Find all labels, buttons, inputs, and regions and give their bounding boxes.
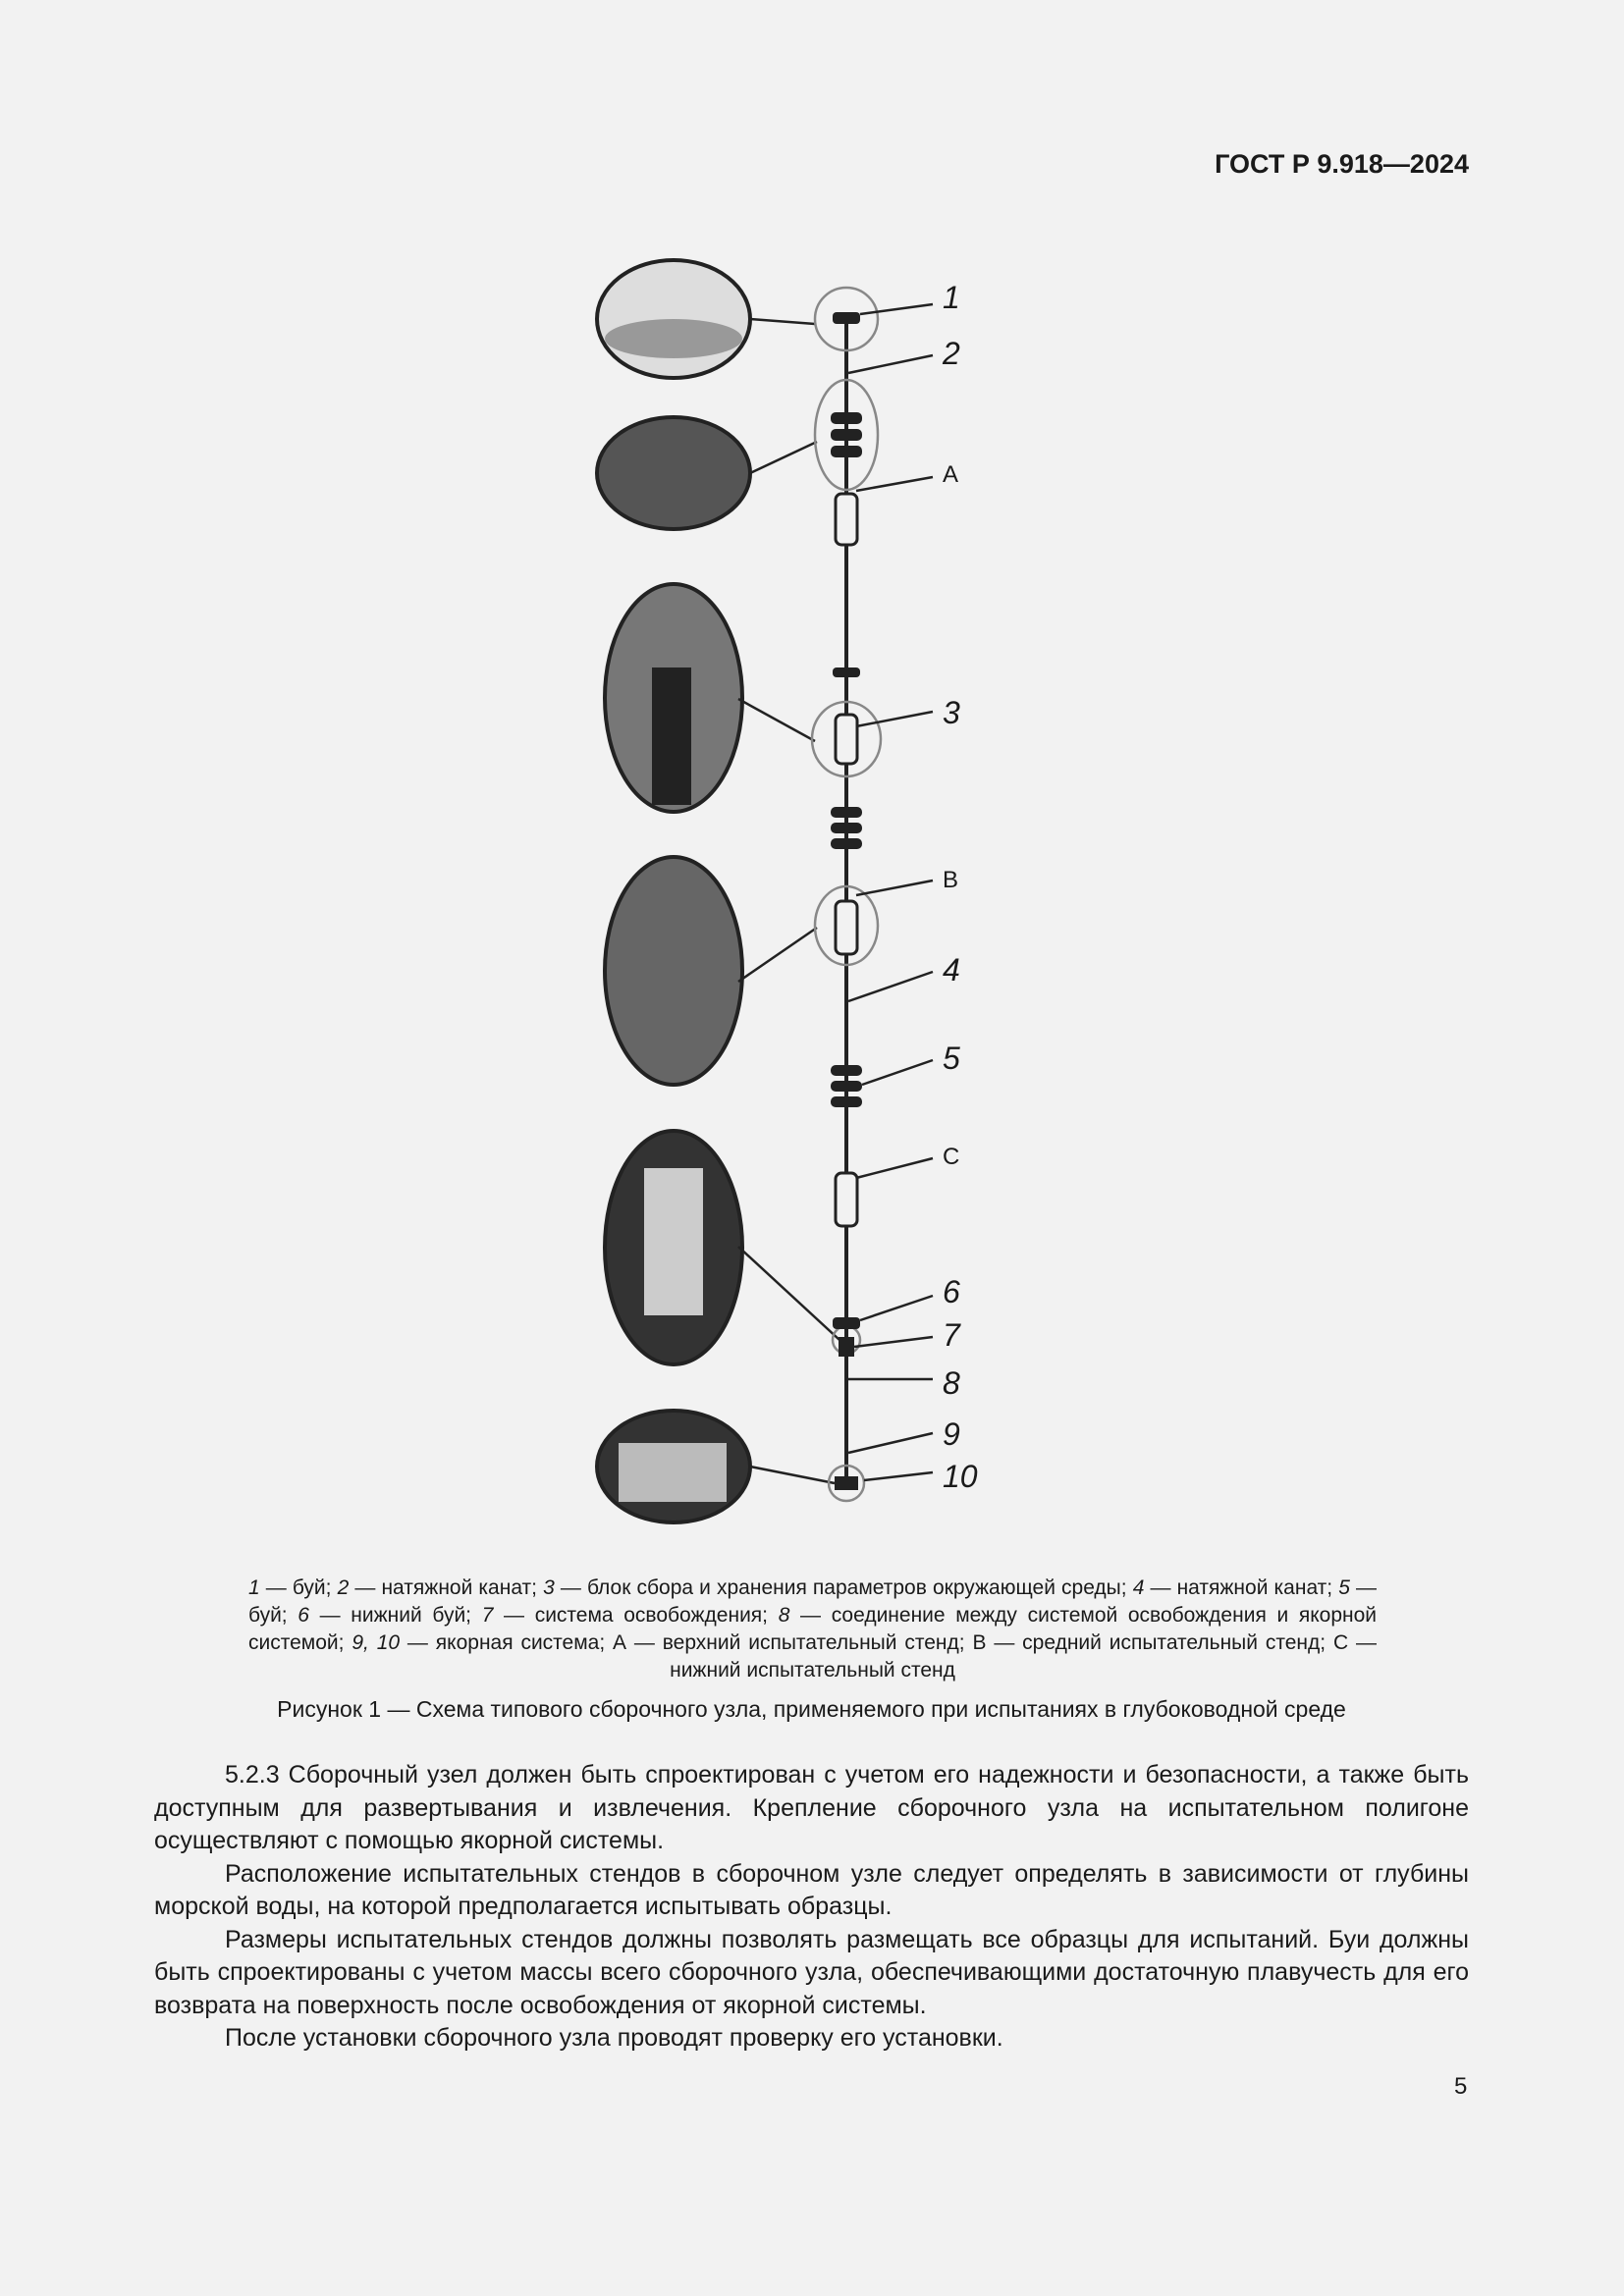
leader-lines [848,304,933,1480]
photo-buoys [597,417,750,529]
label-10: 10 [943,1459,978,1494]
legend-text: — соединение между системой освобождения и якорной системой; [248,1604,1378,1654]
legend-num: 7 [481,1604,494,1627]
label-9: 9 [943,1416,960,1452]
paragraph: 5.2.3 Сборочный узел должен быть спроектирован с учетом его надежности и безопасности, а также быть доступным для развертывания и извлечения. Крепление сборочного узла на испытательном полигоне осуществляют с помощью якорной системы. [154,1761,1469,1854]
mooring-line [812,288,881,1501]
label-b: B [943,867,959,893]
paragraph: После установки сборочного узла проводят проверку его установки. [225,2024,1003,2052]
label-5: 5 [943,1041,960,1076]
label-a: A [943,461,959,488]
legend-text: — система освобождения; [493,1604,779,1627]
paragraph: Размеры испытательных стендов должны позволять размещать все образцы для испытаний. Буи должны быть спроектированы с учетом массы всего сборочного узла, обеспечивающими достаточную плавучесть для его возврата на поверхность после освобождения от якорной системы. [154,1925,1469,2019]
body-text [154,1759,1469,2056]
label-7: 7 [943,1317,960,1353]
label-1: 1 [943,280,960,315]
legend-text: — нижний буй; [308,1604,482,1627]
legend-num: 1 [248,1576,260,1599]
figure-legend [248,1575,1377,1684]
figure-title: Рисунок 1 — Схема типового сборочного узла, применяемого при испытаниях в глубоководной среде [277,1696,1346,1722]
paragraph: Расположение испытательных стендов в сборочном узле следует определять в зависимости от глубины морской воды, на которой предполагается испытывать образцы. [154,1859,1469,1920]
legend-text: — якорная система; А — верхний испытательный стенд; В — средний испытательный стенд; С — нижний испытательный стенд [400,1631,1377,1682]
legend-text: — натяжной канат; [349,1576,544,1599]
legend-text: — буй; [259,1576,338,1599]
legend-num: 5 [1338,1576,1350,1599]
label-3: 3 [943,695,960,730]
label-6: 6 [943,1274,960,1309]
page-number: 5 [1454,2073,1468,2100]
document-number: ГОСТ Р 9.918—2024 [1215,149,1469,179]
photo-stand [605,857,742,1085]
label-c: C [943,1144,960,1170]
legend-num: 3 [543,1576,555,1599]
legend-num: 6 [298,1604,309,1627]
legend-num: 2 [337,1576,350,1599]
legend-num: 9, 10 [352,1631,401,1654]
callout-labels [942,280,978,1494]
legend-num: 4 [1132,1576,1145,1599]
legend-text: — блок сбора и хранения параметров окружающей среды; [554,1576,1133,1599]
label-2: 2 [943,336,960,371]
legend-text: — буй; [248,1576,1377,1627]
label-4: 4 [943,952,960,988]
legend-num: 8 [778,1604,790,1627]
connectors [738,319,839,1483]
legend-text: — натяжной канат; [1144,1576,1339,1599]
label-8: 8 [943,1365,960,1401]
photo-insets [597,260,750,1522]
